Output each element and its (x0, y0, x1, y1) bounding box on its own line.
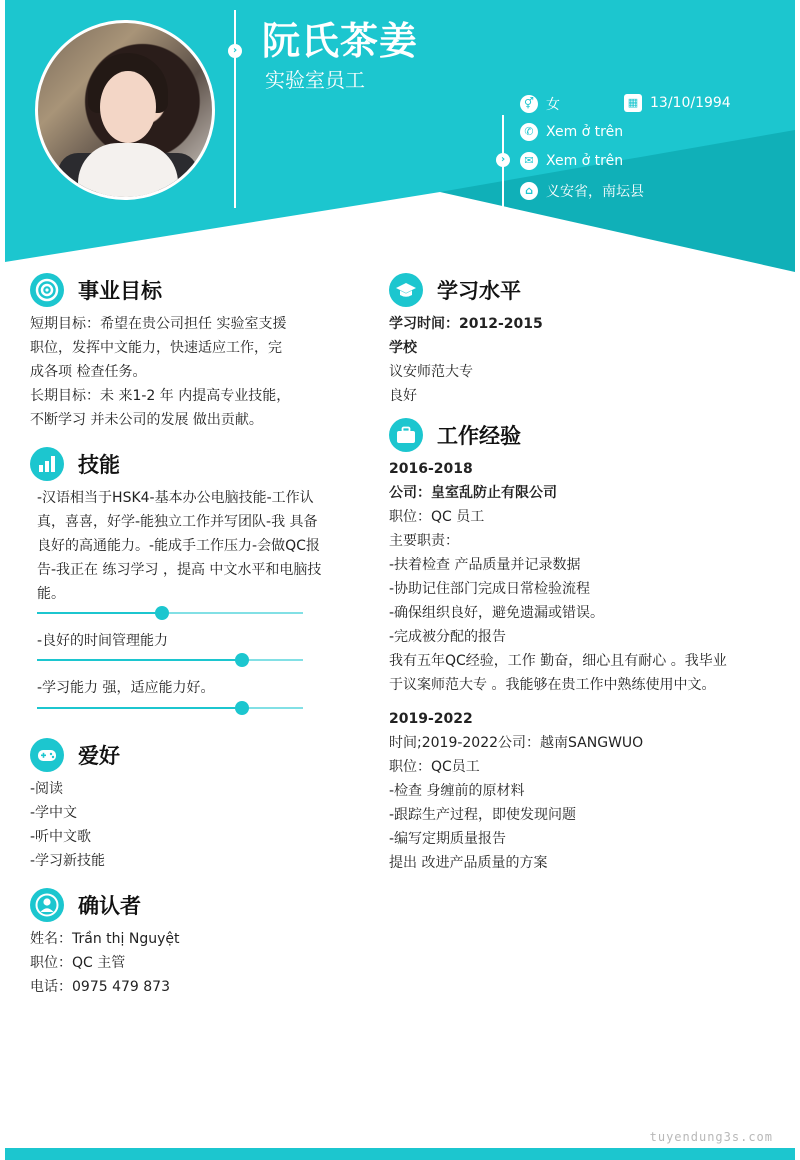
education-school: 议安师范大专 (389, 364, 473, 380)
job-line: -确保组织良好，避免遗漏或错误。 (389, 605, 605, 621)
phone-value: Xem ở trên (546, 124, 624, 140)
job-line: 时间;2019-2022公司：越南SANGWUO (389, 735, 644, 751)
education-title: 学习水平 (437, 279, 521, 303)
job-1-details (389, 457, 774, 697)
skill-3-level-knob (235, 701, 249, 715)
job-period: 2019-2022 (389, 711, 473, 727)
job-line: 职位：QC员工 (389, 759, 480, 775)
calendar-icon: ▦ (624, 94, 642, 112)
reference-section-heading (30, 888, 141, 922)
hobby-item: -学中文 (30, 805, 78, 821)
info-address (520, 181, 644, 201)
avatar (35, 20, 215, 200)
email-value: Xem ở trên (546, 153, 624, 169)
hobby-item: -学习新技能 (30, 853, 106, 869)
career-text (30, 312, 360, 432)
reference-details (30, 927, 179, 999)
skill-line: -学习能力 强，适应能力好。 (37, 680, 215, 696)
job-line: -完成被分配的报告 (389, 629, 507, 645)
skill-line: -良好的时间管理能力 (37, 633, 169, 649)
career-line: 成各项 检查任务。 (30, 364, 147, 380)
user-icon (30, 888, 64, 922)
skills-section-heading (30, 447, 120, 481)
job-line: -跟踪生产过程，即使发现问题 (389, 807, 577, 823)
job-line: 于议案师范大专 。我能够在贵工作中熟练使用中文。 (389, 677, 716, 693)
skill-2-bar-fill (37, 659, 242, 661)
job-line: -编写定期质量报告 (389, 831, 507, 847)
gender-icon: ⚥ (520, 95, 538, 113)
candidate-job-title: 实验室员工 (265, 68, 365, 92)
info-phone (520, 123, 623, 141)
info-email (520, 152, 623, 170)
reference-phone: 电话：0975 479 873 (30, 979, 170, 995)
skill-1-text (37, 486, 357, 606)
skill-1-level-knob (155, 606, 169, 620)
job-period: 2016-2018 (389, 461, 473, 477)
skill-3-text (37, 676, 357, 700)
home-icon: ⌂ (520, 182, 538, 200)
skill-line: -汉语相当于HSK4-基本办公电脑技能-工作认 (37, 490, 314, 506)
hobby-item: -听中文歌 (30, 829, 92, 845)
skill-line: 告-我正在 练习学习 ，提高 中文水平和电脑技 (37, 562, 322, 578)
info-birthdate (624, 94, 731, 112)
job-line: -检查 身缠前的原材料 (389, 783, 525, 799)
birthdate-value: 13/10/1994 (650, 95, 731, 111)
hobbies-list (30, 777, 105, 873)
address-value: 义安省，南坛县 (546, 184, 644, 200)
job-line: 主要职责： (389, 533, 459, 549)
header-divider-line (234, 10, 236, 208)
career-section-heading (30, 273, 162, 307)
job-line: 提出 改进产品质量的方案 (389, 855, 548, 871)
career-line: 职位，发挥中文能力，快速适应工作，完 (30, 340, 282, 356)
gender-value: 女 (546, 97, 560, 113)
mail-icon: ✉ (520, 152, 538, 170)
experience-title: 工作经验 (437, 424, 521, 448)
job-line: -协助记住部门完成日常检验流程 (389, 581, 591, 597)
target-icon (30, 273, 64, 307)
skill-line: 真，喜喜，好学-能独立工作并写团队-我 具备 (37, 514, 318, 530)
briefcase-icon (389, 418, 423, 452)
skill-line: 良好的高通能力。-能成手工作压力-会做QC报 (37, 538, 320, 554)
graduation-cap-icon (389, 273, 423, 307)
footer-bar (5, 1148, 795, 1160)
watermark: tuyendung3s.com (649, 1130, 773, 1144)
candidate-name: 阮氏茶姜 (262, 19, 419, 63)
skill-2-text (37, 629, 357, 653)
hobbies-title: 爱好 (78, 744, 120, 768)
skills-title: 技能 (78, 453, 120, 477)
skill-2-level-knob (235, 653, 249, 667)
education-details (389, 312, 543, 408)
job-line: -扶着检查 产品质量并记录数据 (389, 557, 581, 573)
skill-3-bar-fill (37, 707, 242, 709)
education-section-heading (389, 273, 521, 307)
job-2-details (389, 707, 774, 875)
chevron-right-icon: › (228, 44, 242, 58)
reference-title: 确认者 (78, 894, 141, 918)
career-line: 长期目标：未 来1-2 年 内提高专业技能， (30, 388, 291, 404)
chevron-right-icon: › (496, 153, 510, 167)
skill-1-bar-fill (37, 612, 162, 614)
bar-chart-icon (30, 447, 64, 481)
info-gender (520, 94, 560, 114)
education-school-label: 学校 (389, 340, 417, 356)
hobby-item: -阅读 (30, 781, 64, 797)
experience-section-heading (389, 418, 521, 452)
reference-name: 姓名：Trần thị Nguyệt (30, 931, 180, 947)
job-company: 公司：皇室乱防止有限公司 (389, 485, 557, 501)
hobbies-section-heading (30, 738, 120, 772)
phone-icon: ✆ (520, 123, 538, 141)
education-period: 学习时间：2012-2015 (389, 316, 543, 332)
career-line: 短期目标：希望在贵公司担任 实验室支援 (30, 316, 287, 332)
education-grade: 良好 (389, 388, 417, 404)
career-title: 事业目标 (78, 279, 162, 303)
job-line: 职位：QC 员工 (389, 509, 485, 525)
gamepad-icon (30, 738, 64, 772)
reference-position: 职位：QC 主管 (30, 955, 126, 971)
career-line: 不断学习 并未公司的发展 做出贡献。 (30, 412, 263, 428)
skill-line: 能。 (37, 586, 65, 602)
job-line: 我有五年QC经验，工作 勤奋，细心且有耐心 。我毕业 (389, 653, 727, 669)
